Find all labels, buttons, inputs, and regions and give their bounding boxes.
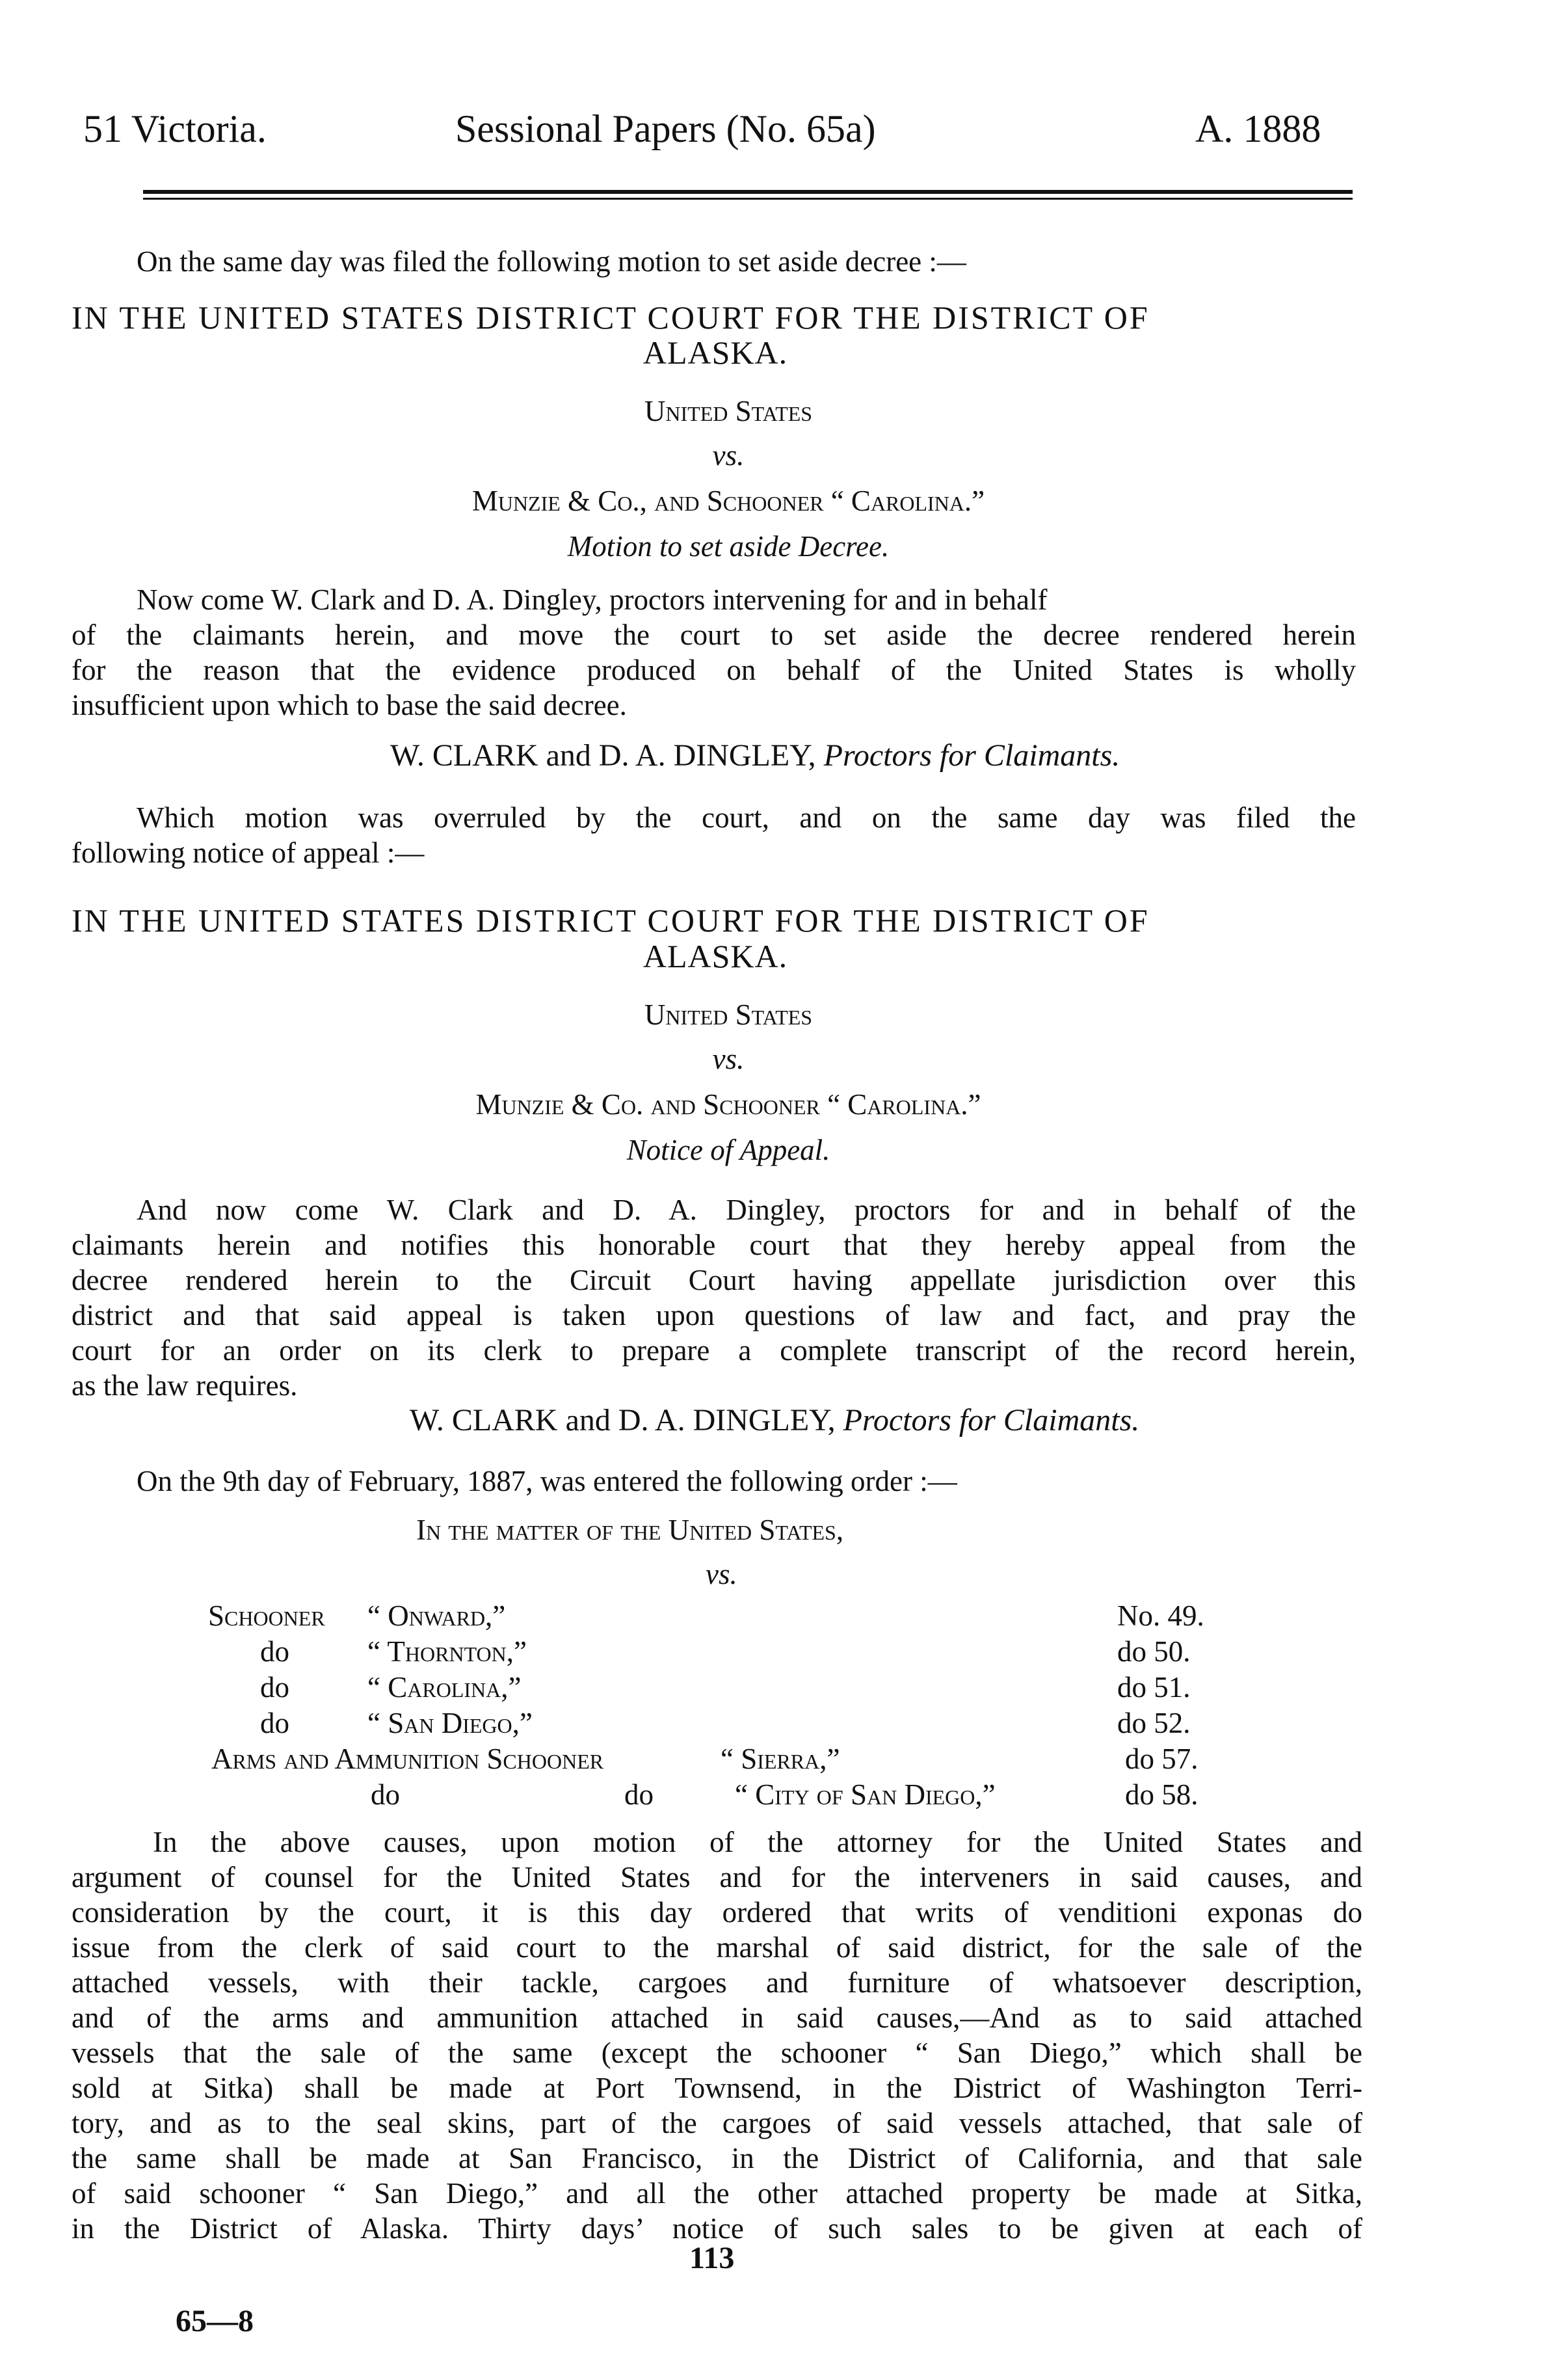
running-header-center: Sessional Papers (No. 65a) (455, 107, 876, 150)
running-header-right: A. 1888 (1195, 107, 1321, 150)
case1-body-line-4: insufficient upon which to base the said decree. (72, 689, 627, 721)
order-intro: On the 9th day of February, 1887, was entered the following order :— (137, 1465, 957, 1497)
order-line-3: consideration by the court, it is this day ordered that writs of venditioni exponas do (72, 1896, 1362, 1929)
case2-body-line-6: as the law requires. (72, 1369, 298, 1402)
court-heading-2-text: IN THE UNITED STATES DISTRICT COURT FOR THE DISTRICT OF (72, 902, 1150, 939)
order-line-10: the same shall be made at San Francisco, in the District of California, and that sale (72, 2142, 1362, 2174)
schedule-name-5: “ Sierra,” (721, 1743, 840, 1775)
case2-body-line-3: decree rendered herein to the Circuit Court having appellate jurisdiction over this (72, 1264, 1356, 1296)
court-heading-2 (72, 904, 1356, 937)
case2-doc-title: Notice of Appeal. (626, 1134, 830, 1166)
case2-signature-names: W. CLARK and D. A. DINGLEY, (410, 1403, 836, 1437)
schedule-left-1: Schooner (208, 1599, 325, 1632)
case1-vs: vs. (712, 439, 745, 472)
schedule-left-5: Arms and Ammunition Schooner (211, 1743, 604, 1775)
header-rule-thin (143, 198, 1353, 200)
case2-body-line-4: district and that said appeal is taken upon questions of law and fact, and pray the (72, 1299, 1356, 1331)
case1-signature (390, 740, 1120, 771)
case1-signature-role: Proctors for Claimants. (823, 738, 1120, 773)
case2-body-line-2: claimants herein and notifies this honorable court that they hereby appeal from the (72, 1229, 1356, 1261)
case2-signature-role: Proctors for Claimants. (843, 1403, 1140, 1437)
order-line-8: sold at Sitka) shall be made at Port Townsend, in the District of Washington Terri- (72, 2072, 1362, 2104)
schedule-name-4: “ San Diego,” (367, 1707, 533, 1739)
schedule-left-4: do (260, 1707, 289, 1739)
case1-body-line-1 (137, 585, 1356, 615)
page-number: 113 (689, 2241, 735, 2275)
case1-signature-names: W. CLARK and D. A. DINGLEY, (390, 738, 816, 773)
motion-intro: On the same day was filed the following motion to set aside decree :— (137, 245, 966, 278)
matter-vs: vs. (706, 1558, 737, 1590)
court-heading-2-alaska: ALASKA. (642, 938, 788, 974)
case2-body-line-5: court for an order on its clerk to prepare a complete transcript of the record herein, (72, 1334, 1356, 1367)
case2-vs: vs. (712, 1043, 745, 1075)
order-line-1: In the above causes, upon motion of the attorney for the United States and (153, 1826, 1362, 1858)
schedule-num-1: No. 49. (1117, 1599, 1204, 1632)
overruled-line-1: Which motion was overruled by the court, and on the same day was filed the (137, 801, 1356, 834)
schedule-mid-6: do (624, 1778, 654, 1811)
case2-plaintiff: United States (644, 998, 813, 1031)
court-heading-1 (72, 301, 1356, 334)
case1-doc-title: Motion to set aside Decree. (567, 530, 890, 563)
order-line-12: in the District of Alaska. Thirty days’ notice of such sales to be given at each of (72, 2212, 1362, 2245)
schedule-name-1: “ Onward,” (367, 1599, 506, 1632)
header-rule (143, 190, 1353, 194)
matter-heading: In the matter of the United States, (416, 1514, 844, 1546)
case1-body-line-3: for the reason that the evidence produced on behalf of the United States is wholly (72, 654, 1356, 686)
order-line-7: vessels that the sale of the same (except the schooner “ San Diego,” which shall be (72, 2037, 1362, 2069)
case1-body-line-2: of the claimants herein, and move the court to set aside the decree rendered herein (72, 619, 1356, 651)
schedule-left-3: do (260, 1671, 289, 1704)
order-line-2: argument of counsel for the United States and for the interveners in said causes, and (72, 1861, 1362, 1893)
schedule-num-2: do 50. (1117, 1635, 1191, 1668)
schedule-num-3: do 51. (1117, 1671, 1191, 1704)
order-line-4: issue from the clerk of said court to the marshal of said district, for the sale of the (72, 1931, 1362, 1964)
schedule-name-2: “ Thornton,” (367, 1635, 527, 1668)
schedule-left-6: do (371, 1778, 400, 1811)
schedule-num-5: do 57. (1125, 1743, 1198, 1775)
schedule-num-4: do 52. (1117, 1707, 1191, 1739)
case1-defendant: Munzie & Co., and Schooner “ Carolina.” (471, 485, 985, 517)
order-line-5: attached vessels, with their tackle, cargoes and furniture of whatsoever description, (72, 1966, 1362, 1999)
court-heading-1-text: IN THE UNITED STATES DISTRICT COURT FOR THE DISTRICT OF (72, 299, 1150, 336)
case1-plaintiff: United States (644, 395, 813, 427)
schedule-name-3: “ Carolina,” (367, 1671, 522, 1704)
running-header-left: 51 Victoria. (83, 107, 267, 150)
order-line-11: of said schooner “ San Diego,” and all the other attached property be made at Sitka, (72, 2177, 1362, 2210)
signature-mark: 65—8 (176, 2304, 254, 2338)
order-line-9: tory, and as to the seal skins, part of the cargoes of said vessels attached, that sale of (72, 2107, 1362, 2139)
order-line-6: and of the arms and ammunition attached in said causes,—And as to said attached (72, 2001, 1362, 2034)
overruled-line-2: following notice of appeal :— (72, 836, 425, 869)
schedule-left-2: do (260, 1635, 289, 1668)
case2-signature (410, 1405, 1139, 1436)
court-heading-1-alaska: ALASKA. (642, 334, 788, 371)
text: Now come W. Clark and D. A. Dingley, proctors intervening for and in behalf (137, 583, 1048, 616)
case2-defendant: Munzie & Co. and Schooner “ Carolina.” (475, 1088, 981, 1121)
schedule-num-6: do 58. (1125, 1778, 1198, 1811)
schedule-name-6: “ City of San Diego,” (735, 1778, 996, 1811)
case2-body-line-1: And now come W. Clark and D. A. Dingley, proctors for and in behalf of the (137, 1194, 1356, 1226)
